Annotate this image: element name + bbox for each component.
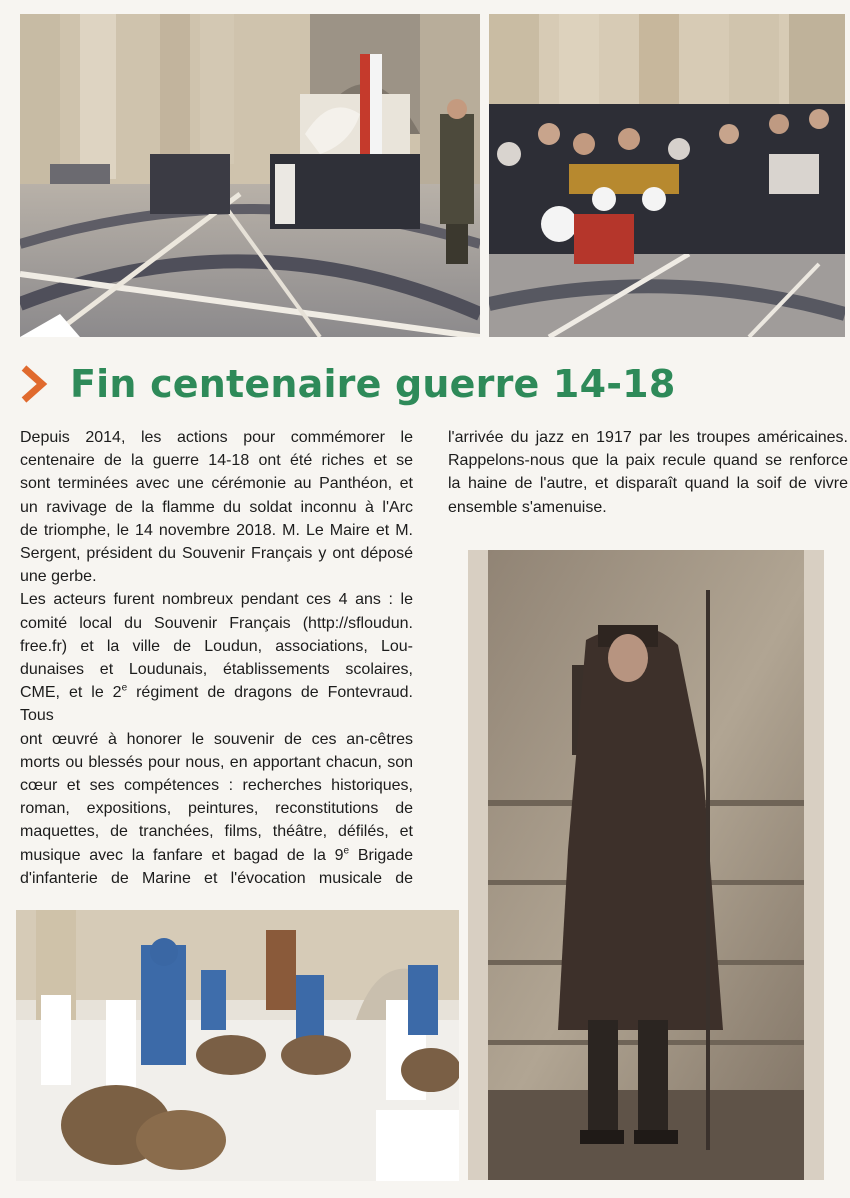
body-line: morts ou blessés pour nous, en apportant chacun, son: [20, 753, 413, 771]
body-line: maquettes, de tranchées, films, théâtre, défilés, et: [20, 823, 413, 841]
audience-photo: [489, 14, 845, 337]
superscript: e: [343, 845, 350, 857]
body-line: d'infanterie de Marine et l'évocation musicale de: [20, 869, 413, 887]
body-text: CME, et le 2: [20, 684, 122, 702]
body-line: comité local du Souvenir Français (http://sfloudun.: [20, 614, 413, 632]
article-body-left: [20, 426, 413, 890]
body-line: un ravivage de la flamme du soldat inconnu à l'Arc: [20, 498, 413, 516]
body-line: ont œuvré à honorer le souvenir de ces an-cêtres: [20, 730, 413, 748]
body-line: [20, 844, 413, 867]
pantheon-ceremony-photo: [20, 14, 480, 337]
body-line: free.fr) et la ville de Loudun, associations, Lou-: [20, 637, 413, 655]
body-text: Brigade: [349, 846, 413, 864]
body-line: Rappelons-nous que la paix recule quand se renforce: [448, 452, 848, 470]
body-line: ensemble s'amenuise.: [448, 498, 607, 516]
body-line: Depuis 2014, les actions pour commémorer le: [20, 429, 413, 446]
body-line: de triomphe, le 14 novembre 2018. M. Le Maire et M.: [20, 521, 413, 539]
body-line: l'arrivée du jazz en 1917 par les troupes américaines.: [448, 429, 848, 446]
body-line: sont terminées avec une cérémonie au Panthéon, et: [20, 475, 413, 493]
body-line: roman, expositions, peintures, reconstitutions de: [20, 800, 413, 818]
exhibition-photo: [16, 910, 459, 1181]
body-line: Les acteurs furent nombreux pendant ces 4 ans : le: [20, 591, 413, 609]
chevron-right-icon: [20, 364, 48, 404]
body-line: la haine de l'autre, et disparaît quand la soif de vivre: [448, 475, 848, 493]
body-line: cœur et ses compétences : recherches historiques,: [20, 777, 413, 795]
body-text: musique avec la fanfare et bagad de la 9: [20, 846, 344, 864]
soldier-portrait-photo: [468, 550, 824, 1180]
body-line: centenaire de la guerre 14-18 ont été riches et se: [20, 452, 413, 470]
article-title: Fin centenaire guerre 14-18: [70, 362, 676, 406]
superscript: e: [121, 682, 128, 694]
article-headline: [20, 354, 675, 414]
article-body-right: [448, 426, 848, 519]
body-line: une gerbe.: [20, 568, 97, 586]
body-line: Sergent, président du Souvenir Français y ont déposé: [20, 545, 413, 563]
body-line: dunaises et Loudunais, établissements scolaires,: [20, 661, 413, 679]
body-text: régiment de dragons de Fontevraud. Tous: [20, 684, 413, 725]
body-line: [20, 681, 413, 727]
